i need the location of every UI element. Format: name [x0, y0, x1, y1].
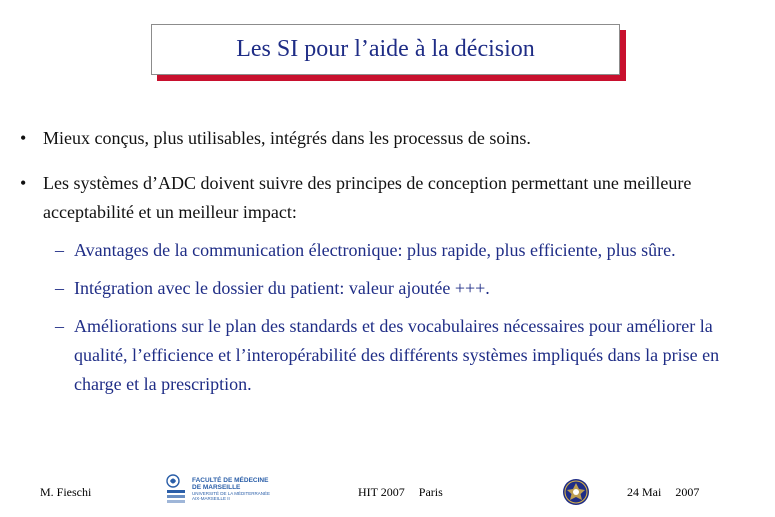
footer-event — [358, 485, 443, 500]
footer-event-name: HIT 2007 — [358, 485, 405, 499]
sub-text: Avantages de la communication électronique: plus rapide, plus efficiente, plus sûre. — [74, 240, 676, 260]
faculty-logo-text — [192, 477, 270, 501]
title-box — [151, 24, 620, 75]
bullet-item — [0, 124, 743, 153]
footer-author: M. Fieschi — [40, 485, 92, 499]
sub-item — [0, 236, 744, 265]
sub-dash: – — [55, 240, 64, 260]
sub-text: Intégration avec le dossier du patient: valeur ajoutée +++. — [74, 278, 490, 298]
bullet-dot: • — [20, 173, 27, 193]
slide-title: Les SI pour l’aide à la décision — [236, 36, 535, 62]
logo-line: AIX-MARSEILLE II — [192, 496, 230, 501]
logo-line: FACULTÉ DE MÉDECINE — [192, 477, 269, 484]
sub-text: Améliorations sur le plan des standards et des vocabulaires nécessaires pour améliorer la qualité, l’efficience et l’interopérabilité des différents systèmes impliqués dans la prise en charge et la prescription. — [74, 316, 720, 394]
bullet-item — [0, 169, 743, 227]
bullet-text: Les systèmes d’ADC doivent suivre des principes de conception permettant une meilleure acceptabilité et un meilleur impact: — [43, 173, 692, 222]
sub-dash: – — [55, 316, 64, 336]
bullet-text: Mieux conçus, plus utilisables, intégrés dans les processus de soins. — [43, 128, 531, 148]
footer-date — [627, 485, 699, 500]
faculty-logo-mark — [164, 472, 190, 508]
logo-line: DE MARSEILLE — [192, 484, 241, 491]
university-seal-icon — [562, 478, 590, 506]
slide-content — [0, 124, 775, 399]
faculty-logo-icon — [164, 472, 284, 508]
footer-year: 2007 — [675, 485, 700, 499]
sub-item — [0, 274, 744, 303]
logo-line: UNIVERSITÉ DE LA MÉDITERRANÉE — [192, 491, 271, 496]
footer-day: 24 Mai — [627, 485, 662, 499]
bullet-dot: • — [20, 128, 27, 148]
sub-dash: – — [55, 278, 64, 298]
sub-item — [0, 312, 744, 399]
footer-city: Paris — [418, 485, 443, 499]
slide-footer — [0, 470, 775, 510]
